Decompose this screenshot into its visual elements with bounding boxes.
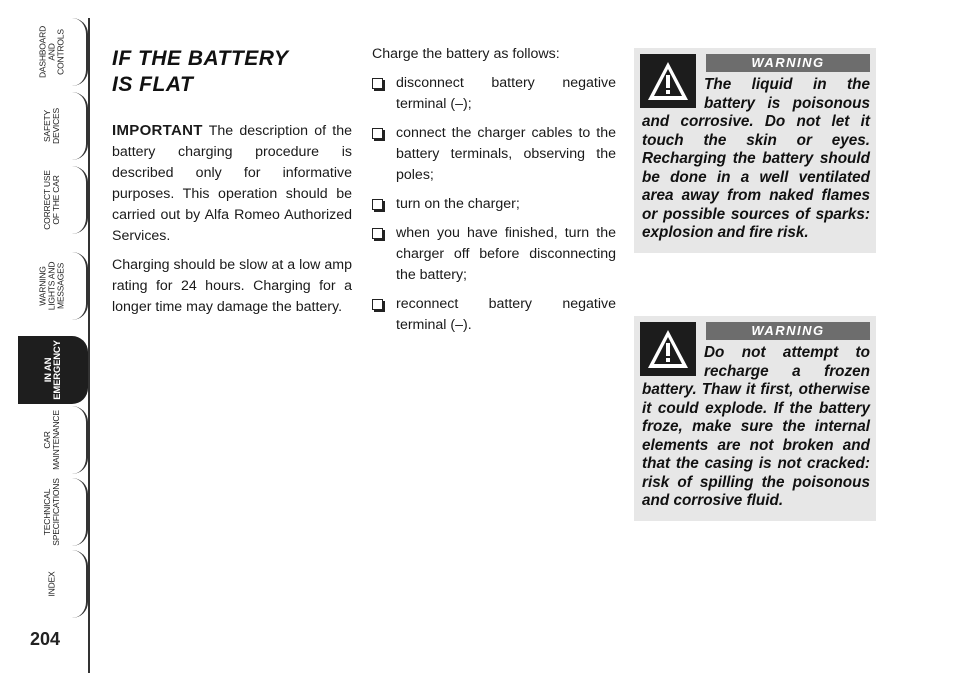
charging-paragraph: Charging should be slow at a low amp rating for 24 hours. Charging for a longer time may damage the battery.	[112, 257, 352, 315]
steps-intro: Charge the battery as follows:	[372, 46, 560, 62]
list-item	[372, 194, 616, 215]
tab-index[interactable]	[18, 550, 88, 618]
warning-box-2	[634, 316, 876, 521]
list-item	[372, 73, 616, 115]
list-item	[372, 294, 616, 336]
list-item	[372, 223, 616, 286]
checkbox-bullet-icon	[372, 199, 383, 210]
step-text: disconnect battery negative terminal (–);	[396, 75, 616, 112]
step-text: turn on the charger;	[396, 196, 520, 212]
tab-label: DASHBOARD AND CONTROLS	[37, 25, 66, 79]
checkbox-bullet-icon	[372, 299, 383, 310]
title-line-1: IF THE BATTERY	[112, 47, 289, 70]
checkbox-bullet-icon	[372, 228, 383, 239]
column-2	[372, 44, 616, 344]
tab-in-an-emergency[interactable]	[18, 336, 88, 404]
column-1	[112, 120, 352, 326]
tab-label: INDEX	[46, 571, 57, 597]
step-text: reconnect battery negative terminal (–).	[396, 296, 616, 333]
page-number: 204	[30, 629, 61, 649]
tab-technical-specifications[interactable]	[18, 478, 88, 546]
important-label: IMPORTANT	[112, 122, 203, 139]
step-text: when you have finished, turn the charger off before disconnecting the battery;	[396, 225, 616, 283]
step-text: connect the charger cables to the battery terminals, observing the poles;	[396, 125, 616, 183]
warning-box-1	[634, 48, 876, 253]
page-title	[112, 46, 289, 98]
tab-label: SAFETY DEVICES	[42, 108, 61, 144]
tab-label: CAR MAINTENANCE	[42, 410, 61, 470]
tab-label: TECHNICAL SPECIFICATIONS	[42, 478, 61, 546]
checkbox-bullet-icon	[372, 78, 383, 89]
tab-label: CORRECT USE OF THE CAR	[42, 170, 61, 230]
important-paragraph	[112, 120, 352, 247]
steps-list	[372, 73, 616, 336]
warning-text: Do not attempt to recharge a frozen battery. Thaw it first, otherwise it could explode. If the battery froze, make sure the internal elements are not broken and that the casing is not cracked: risk of spilling the poisonous and corrosive fluid.	[642, 344, 870, 509]
tab-correct-use[interactable]	[18, 166, 88, 234]
list-item	[372, 123, 616, 186]
tab-safety-devices[interactable]	[18, 92, 88, 160]
tab-warning-lights[interactable]	[18, 252, 88, 320]
tab-label: IN AN EMERGENCY	[43, 340, 63, 400]
warning-triangle-icon	[640, 54, 696, 108]
warning-text: The liquid in the battery is poisonous and corrosive. Do not let it touch the skin or eyes. Recharging the battery should be done in a well ventilated area away from naked flames or possible sources of sparks: explosion and fire risk.	[642, 76, 870, 241]
tab-car-maintenance[interactable]	[18, 406, 88, 474]
section-tabs	[18, 18, 90, 658]
warning-header: WARNING	[706, 54, 870, 72]
important-text: The description of the battery charging procedure is described only for informative purposes. This operation should be carried out by Alfa Romeo Authorized Services.	[112, 123, 352, 244]
tab-label: WARNING LIGHTS AND MESSAGES	[37, 261, 66, 311]
warning-header: WARNING	[706, 322, 870, 340]
checkbox-bullet-icon	[372, 128, 383, 139]
title-line-2: IS FLAT	[112, 73, 194, 96]
tab-dashboard-and-controls[interactable]	[18, 18, 88, 86]
warning-triangle-icon	[640, 322, 696, 376]
